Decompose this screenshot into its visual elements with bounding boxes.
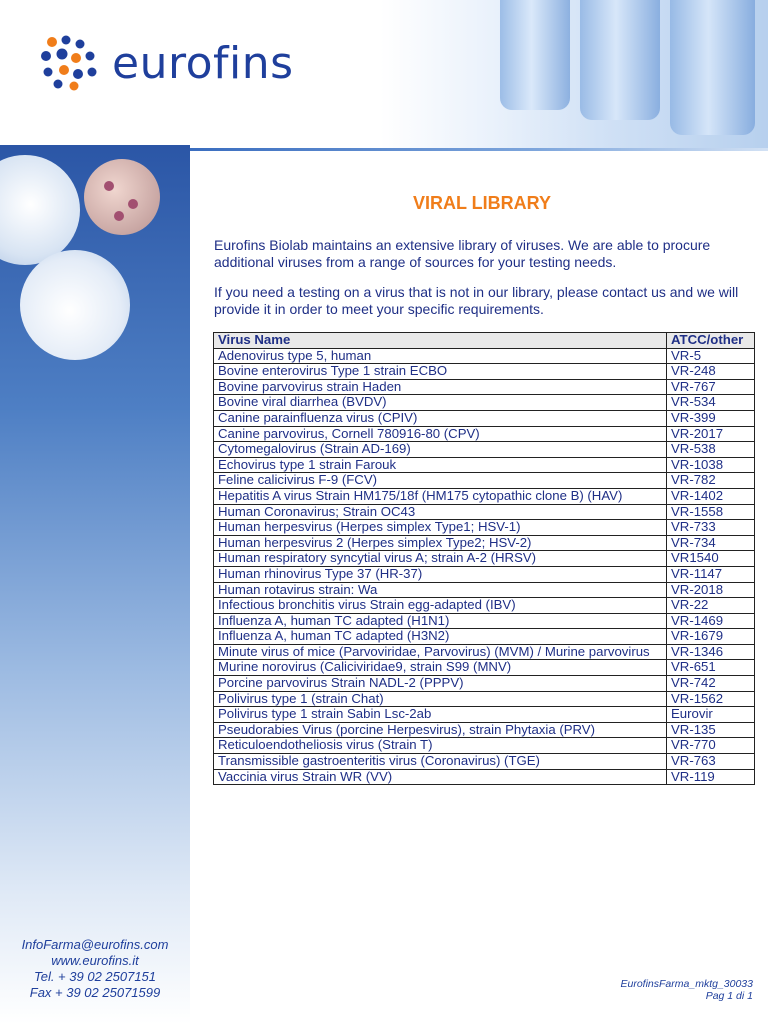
table-row: [214, 410, 755, 426]
table-row: [214, 582, 755, 598]
contact-paragraph: If you need a testing on a virus that is not in our library, please contact us and we will provide it in order to meet your specific requirements.: [214, 284, 739, 317]
eurofins-logo-icon: [38, 34, 100, 92]
sidebar-graphic: [0, 145, 190, 1024]
page-header: [0, 0, 768, 145]
table-row: [214, 504, 755, 520]
contact-email[interactable]: InfoFarma@eurofins.com: [21, 937, 169, 952]
contact-fax: Fax + 39 02 25071599: [29, 985, 161, 1000]
intro-paragraph: Eurofins Biolab maintains an extensive library of viruses. We are able to procure additional viruses from a range of sources for your testing needs.: [214, 237, 711, 270]
table-row: [214, 535, 755, 551]
table-row: [214, 566, 755, 582]
virus-name-cell: Bovine viral diarrhea (BVDV): [214, 395, 667, 411]
virus-name-cell: Cytomegalovirus (Strain AD-169): [214, 442, 667, 458]
atcc-code-cell: VR-248: [667, 364, 755, 380]
virus-name-cell: Bovine enterovirus Type 1 strain ECBO: [214, 364, 667, 380]
table-row: [214, 644, 755, 660]
table-row: [214, 598, 755, 614]
virus-name-cell: Human respiratory syncytial virus A; strain A-2 (HRSV): [214, 551, 667, 567]
virus-name-cell: Pseudorabies Virus (porcine Herpesvirus), strain Phytaxia (PRV): [214, 722, 667, 738]
table-header-row: [214, 333, 755, 349]
virus-name-cell: Minute virus of mice (Parvoviridae, Parvovirus) (MVM) / Murine parvovirus: [214, 644, 667, 660]
page-footer: [621, 978, 754, 1002]
atcc-code-cell: VR-399: [667, 410, 755, 426]
table-row: [214, 426, 755, 442]
virus-name-cell: Feline calicivirus F-9 (FCV): [214, 473, 667, 489]
virus-table-body: [214, 348, 755, 785]
lab-photo-circle: [0, 155, 80, 265]
table-row: [214, 722, 755, 738]
test-tube-image: [670, 0, 755, 135]
virus-name-cell: Canine parvovirus, Cornell 780916-80 (CPV): [214, 426, 667, 442]
table-row: [214, 520, 755, 536]
atcc-code-cell: VR-763: [667, 754, 755, 770]
atcc-code-cell: VR-538: [667, 442, 755, 458]
table-row: [214, 551, 755, 567]
table-row: [214, 488, 755, 504]
virus-name-cell: Human rotavirus strain: Wa: [214, 582, 667, 598]
atcc-code-cell: VR-2018: [667, 582, 755, 598]
page-title: VIRAL LIBRARY: [412, 193, 551, 213]
eurofins-logo: [38, 34, 294, 92]
atcc-code-cell: VR-1147: [667, 566, 755, 582]
atcc-code-cell: VR-734: [667, 535, 755, 551]
virus-name-cell: Polivirus type 1 strain Sabin Lsc-2ab: [214, 707, 667, 723]
virus-name-cell: Echovirus type 1 strain Farouk: [214, 457, 667, 473]
table-row: [214, 442, 755, 458]
virus-name-cell: Transmissible gastroenteritis virus (Coronavirus) (TGE): [214, 754, 667, 770]
table-row: [214, 707, 755, 723]
virus-table: [213, 332, 755, 785]
table-row: [214, 395, 755, 411]
atcc-code-cell: VR-135: [667, 722, 755, 738]
atcc-code-cell: VR-1679: [667, 629, 755, 645]
atcc-code-cell: VR-742: [667, 676, 755, 692]
table-row: [214, 769, 755, 785]
virus-name-cell: Murine norovirus (Caliciviridae9, strain S99 (MNV): [214, 660, 667, 676]
header-divider: [190, 148, 768, 151]
test-tube-image: [580, 0, 660, 120]
virus-name-cell: Bovine parvovirus strain Haden: [214, 379, 667, 395]
table-row: [214, 691, 755, 707]
table-row: [214, 676, 755, 692]
virus-name-cell: Vaccinia virus Strain WR (VV): [214, 769, 667, 785]
virus-name-cell: Hepatitis A virus Strain HM175/18f (HM175 cytopathic clone B) (HAV): [214, 488, 667, 504]
atcc-code-cell: VR-1402: [667, 488, 755, 504]
contact-block: [0, 937, 190, 1001]
virus-name-cell: Infectious bronchitis virus Strain egg-adapted (IBV): [214, 598, 667, 614]
atcc-code-cell: VR-782: [667, 473, 755, 489]
virus-name-cell: Human Coronavirus; Strain OC43: [214, 504, 667, 520]
virus-name-cell: Influenza A, human TC adapted (H1N1): [214, 613, 667, 629]
virus-name-cell: Influenza A, human TC adapted (H3N2): [214, 629, 667, 645]
virus-name-cell: Human herpesvirus (Herpes simplex Type1; HSV-1): [214, 520, 667, 536]
table-row: [214, 738, 755, 754]
table-row: [214, 348, 755, 364]
atcc-code-cell: VR-2017: [667, 426, 755, 442]
document-code: EurofinsFarma_mktg_30033: [620, 978, 753, 990]
virus-name-cell: Reticuloendotheliosis virus (Strain T): [214, 738, 667, 754]
virus-name-cell: Human herpesvirus 2 (Herpes simplex Type2; HSV-2): [214, 535, 667, 551]
atcc-code-cell: VR-22: [667, 598, 755, 614]
atcc-code-cell: VR-1558: [667, 504, 755, 520]
brand-name: eurofins: [112, 37, 294, 89]
atcc-code-cell: VR-5: [667, 348, 755, 364]
atcc-code-cell: VR1540: [667, 551, 755, 567]
virus-name-cell: Porcine parvovirus Strain NADL-2 (PPPV): [214, 676, 667, 692]
atcc-code-cell: VR-767: [667, 379, 755, 395]
atcc-code-cell: VR-770: [667, 738, 755, 754]
atcc-code-cell: VR-119: [667, 769, 755, 785]
virus-name-cell: Polivirus type 1 (strain Chat): [214, 691, 667, 707]
contact-phone: Tel. + 39 02 2507151: [33, 969, 157, 984]
atcc-code-cell: VR-534: [667, 395, 755, 411]
table-row: [214, 457, 755, 473]
table-row: [214, 613, 755, 629]
column-header-atcc: ATCC/other: [667, 333, 755, 349]
atcc-code-cell: VR-733: [667, 520, 755, 536]
contact-website[interactable]: www.eurofins.it: [51, 953, 139, 968]
table-row: [214, 754, 755, 770]
atcc-code-cell: VR-1469: [667, 613, 755, 629]
table-row: [214, 379, 755, 395]
table-row: [214, 473, 755, 489]
atcc-code-cell: VR-1562: [667, 691, 755, 707]
atcc-code-cell: VR-651: [667, 660, 755, 676]
lab-work-circle: [20, 250, 130, 360]
microscope-cells-circle: [84, 159, 160, 235]
table-row: [214, 660, 755, 676]
table-row: [214, 364, 755, 380]
test-tube-image: [500, 0, 570, 110]
atcc-code-cell: VR-1038: [667, 457, 755, 473]
lab-tubes-photo: [380, 0, 768, 150]
virus-name-cell: Canine parainfluenza virus (CPIV): [214, 410, 667, 426]
virus-name-cell: Adenovirus type 5, human: [214, 348, 667, 364]
column-header-virus-name: Virus Name: [214, 333, 667, 349]
virus-name-cell: Human rhinovirus Type 37 (HR-37): [214, 566, 667, 582]
atcc-code-cell: VR-1346: [667, 644, 755, 660]
atcc-code-cell: Eurovir: [667, 707, 755, 723]
page-number: Pag 1 di 1: [705, 990, 753, 1002]
table-row: [214, 629, 755, 645]
